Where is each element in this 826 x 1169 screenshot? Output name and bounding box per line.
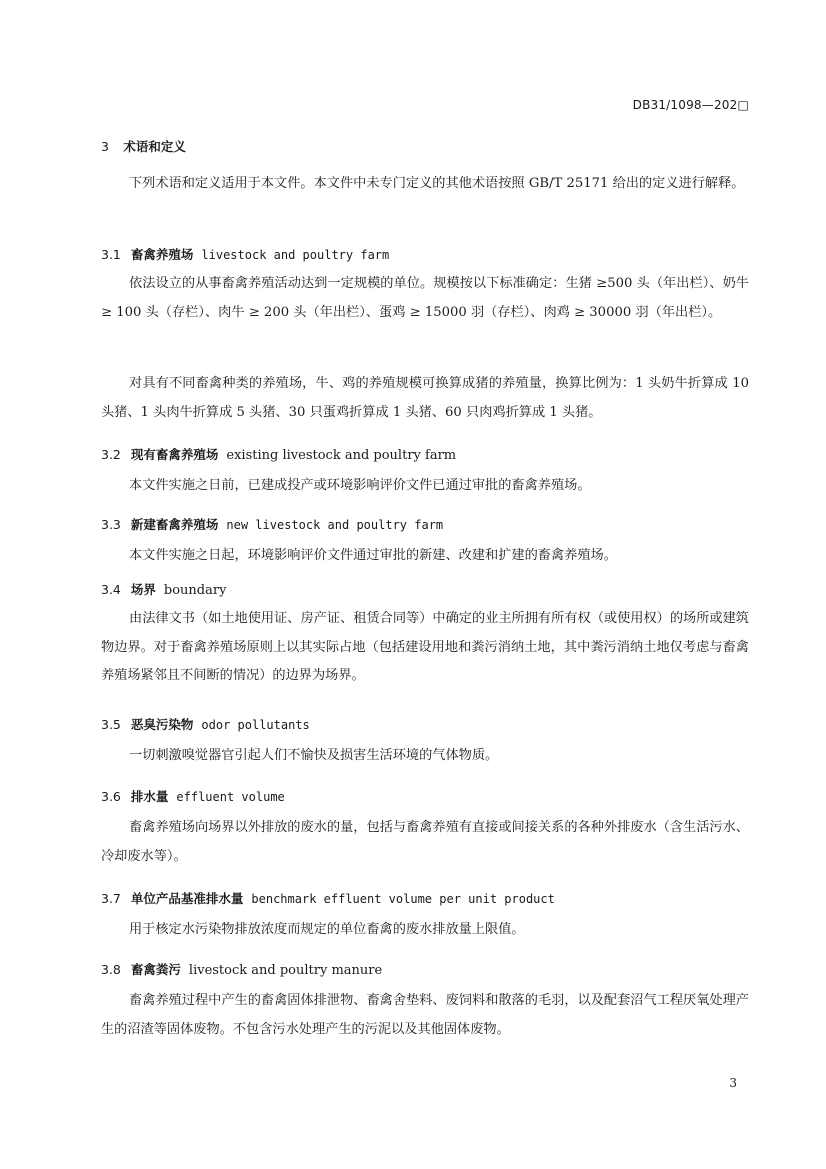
term-heading-3-5: 3.5 恶臭污染物 odor pollutants [101,717,310,732]
section-intro: 下列术语和定义适用于本文件。本文件中未专门定义的其他术语按照 GB/T 25171 给出的定义进行解释。 [129,176,745,191]
term-english: existing livestock and poultry farm [226,448,457,463]
term-english: boundary [163,583,227,598]
document-id: DB31/1098—202□ [632,98,749,112]
term-title: 场界 [130,582,156,597]
section-heading [101,137,186,155]
term-paragraph: 对具有不同畜禽种类的养殖场，牛、鸡的养殖规模可换算成猪的养殖量，换算比例为：1 头奶牛折算成 10 头猪、1 头肉牛折算成 5 头猪、30 只蛋鸡折算成 1 头猪、60 只肉鸡折算成 1 头猪。 [101,376,749,420]
term-paragraph: 用于核定水污染物排放浓度而规定的单位畜禽的废水排放量上限值。 [129,922,525,937]
term-heading-3-3: 3.3 新建畜禽养殖场 new livestock and poultry farm [101,517,444,532]
term-english: odor pollutants [201,718,310,732]
term-english: effluent volume [176,790,285,804]
term-title: 畜禽养殖场 [130,247,194,262]
term-english: livestock and poultry farm [201,248,390,262]
term-paragraph: 畜禽养殖过程中产生的畜禽固体排泄物、畜禽舍垫料、废饲料和散落的毛羽，以及配套沼气工程厌氧处理产生的沼渣等固体废物。不包含污水处理产生的污泥以及其他固体废物。 [101,993,749,1037]
term-heading-3-1: 3.1 畜禽养殖场 livestock and poultry farm [101,247,390,262]
term-heading-3-2: 3.2 现有畜禽养殖场 existing livestock and poultry farm [101,447,457,463]
term-paragraph: 依法设立的从事畜禽养殖活动达到一定规模的单位。规模按以下标准确定：生猪 ≥500 头（年出栏）、奶牛 ≥ 100 头（存栏）、肉牛 ≥ 200 头（年出栏）、蛋鸡 ≥ 15000 羽（存栏）、肉鸡 ≥ 30000 羽（年出栏）。 [101,276,749,320]
term-heading-3-6: 3.6 排水量 effluent volume [101,789,285,804]
term-title: 单位产品基准排水量 [130,891,244,906]
term-english: benchmark effluent volume per unit product [251,892,555,906]
term-english: livestock and poultry manure [188,963,383,978]
term-title: 现有畜禽养殖场 [130,447,219,462]
term-english: new livestock and poultry farm [226,518,444,532]
term-title: 新建畜禽养殖场 [130,517,219,532]
term-title: 畜禽粪污 [130,962,181,977]
term-paragraph: 本文件实施之日前，已建成投产或环境影响评价文件已通过审批的畜禽养殖场。 [129,478,591,493]
term-title: 排水量 [130,789,169,804]
term-paragraph: 一切刺激嗅觉器官引起人们不愉快及损害生活环境的气体物质。 [129,748,499,763]
page-number: 3 [729,1076,737,1090]
term-paragraph: 本文件实施之日起，环境影响评价文件通过审批的新建、改建和扩建的畜禽养殖场。 [129,548,617,563]
term-paragraph: 由法律文书（如土地使用证、房产证、租赁合同等）中确定的业主所拥有所有权（或使用权）的场所或建筑物边界。对于畜禽养殖场原则上以其实际占地（包括建设用地和粪污消纳土地，其中粪污消纳土地仅考虑与畜禽养殖场紧邻且不间断的情况）的边界为场界。 [101,611,749,683]
section-title: 术语和定义 [123,139,186,154]
term-heading-3-7: 3.7 单位产品基准排水量 benchmark effluent volume per unit product [101,891,555,906]
term-heading-3-4: 3.4 场界 boundary [101,582,227,598]
section-number: 3 [101,139,109,154]
term-heading-3-8: 3.8 畜禽粪污 livestock and poultry manure [101,962,383,978]
term-title: 恶臭污染物 [130,717,194,732]
term-paragraph: 畜禽养殖场向场界以外排放的废水的量，包括与畜禽养殖有直接或间接关系的各种外排废水（含生活污水、冷却废水等）。 [101,820,749,864]
